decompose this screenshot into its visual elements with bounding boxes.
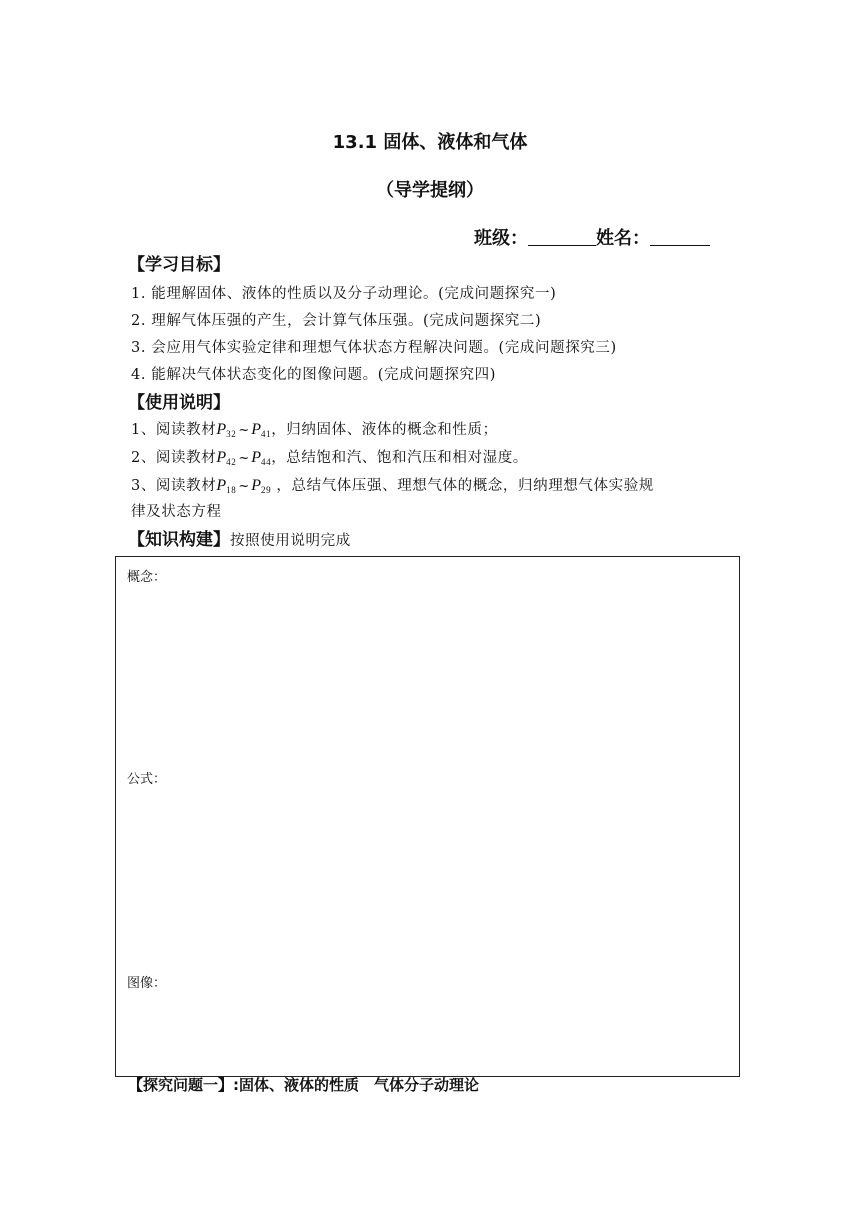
name-blank[interactable] (650, 227, 710, 246)
objectives-heading: 【学习目标】 (128, 255, 230, 275)
explore1-heading: 【探究问题一】 (128, 1076, 234, 1094)
objective-item: 2. 理解气体压强的产生，会计算气体压强。(完成问题探究二) (131, 313, 542, 329)
class-blank[interactable] (528, 227, 596, 246)
page-subtitle: （导学提纲） (376, 180, 484, 201)
knowledge-heading: 【知识构建】 (128, 530, 230, 550)
page-title: 13.1 固体、液体和气体 (332, 132, 528, 153)
instruction-item: 3、阅读教材$P_{18}$ ~ $P_{29}$ ，总结气体压强、理想气体的概念，归纳理想气体实验规 (131, 477, 654, 495)
instruction-item: 1、阅读教材$P_{32}$ ~ $P_{41}$，归纳固体、液体的概念和性质； (131, 421, 498, 439)
explore1-text: :固体、液体的性质 气体分子动理论 (233, 1076, 480, 1094)
knowledge-heading-line (128, 525, 351, 550)
knowledge-note: 按照使用说明完成 (230, 533, 351, 549)
knowledge-box[interactable] (115, 556, 740, 1077)
instructions-heading: 【使用说明】 (128, 393, 230, 413)
explore1-line (128, 1074, 479, 1095)
concept-label: 概念： (127, 570, 167, 585)
objective-item: 3. 会应用气体实验定律和理想气体状态方程解决问题。(完成问题探究三) (131, 340, 617, 356)
instruction-item-continued: 律及状态方程 (131, 504, 222, 520)
name-label: 姓名： (596, 228, 650, 249)
formula-label: 公式： (127, 772, 167, 787)
class-label: 班级： (474, 228, 528, 249)
objective-item: 1. 能理解固体、液体的性质以及分子动理论。(完成问题探究一) (131, 286, 557, 302)
objective-item: 4. 能解决气体状态变化的图像问题。(完成问题探究四) (131, 367, 496, 383)
graph-label: 图像： (127, 976, 167, 991)
class-name-line (474, 224, 710, 250)
instruction-item: 2、阅读教材$P_{42}$ ~ $P_{44}$，总结饱和汽、饱和汽压和相对湿度。 (131, 449, 528, 467)
